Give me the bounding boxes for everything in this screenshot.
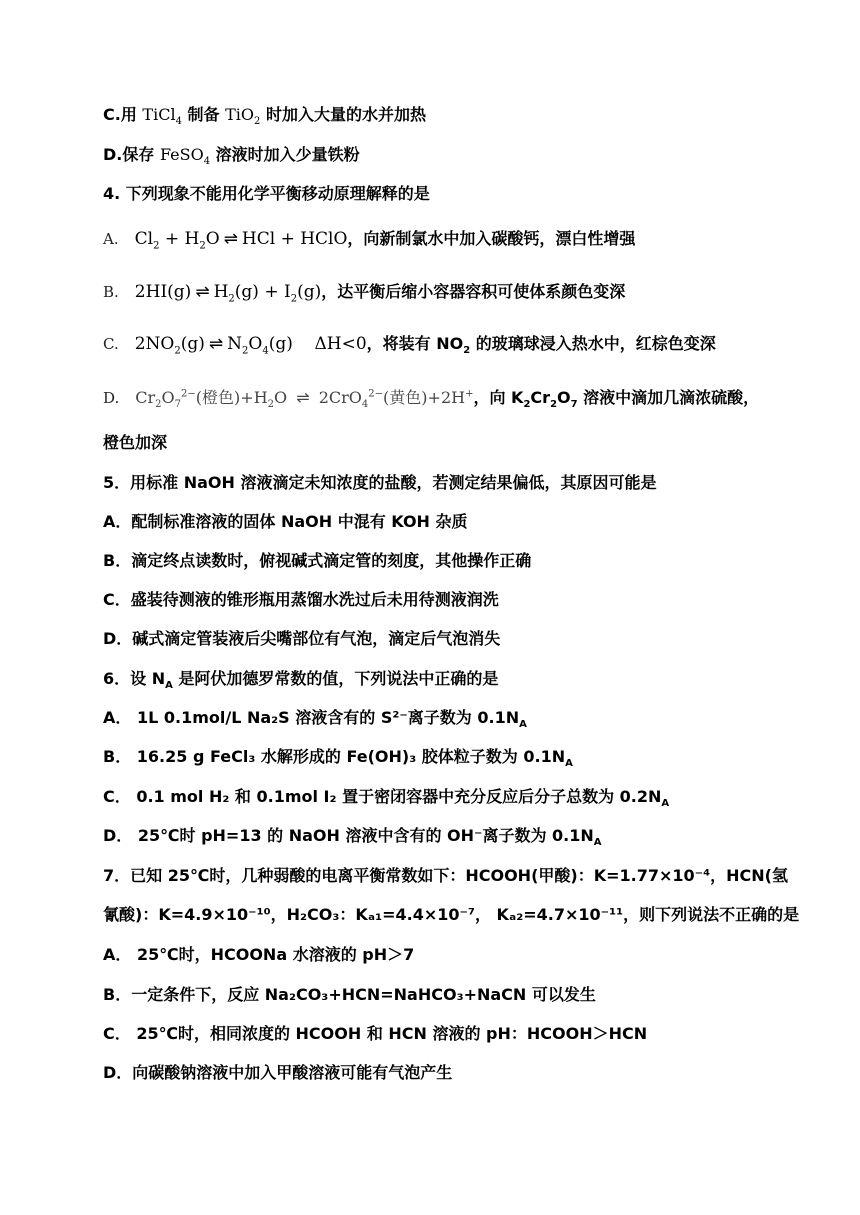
equation: 2HI(g) ⇌ $H_2(g) + I_2(g)$ <box>134 282 322 305</box>
delta-h: ΔH<0 <box>314 334 367 354</box>
equation: $Cr_2O_7^{2-}$(橙色)$+H_2O$ ⇌ 2CrO$_4^{2-}$(黄色)+2H+ <box>135 388 474 411</box>
question-5-stem: 5．用标准 NaOH 溶液滴定未知浓度的盐酸，若测定结果偏低，其原因可能是 <box>103 473 657 492</box>
equation: $2NO_2(g)$ ⇌ $N_2O_4(g)$ ΔH<0 <box>134 334 367 357</box>
text: 溶液中滴加几滴浓硫酸， <box>577 388 760 407</box>
subscript: 2 <box>254 116 261 128</box>
text: 溶液时加入少量铁粉 <box>210 145 360 164</box>
question-6-option-d: D． 25℃时 pH=13 的 NaOH 溶液中含有的 OH⁻离子数为 $0.1N_A$ <box>103 826 602 849</box>
question-4-option-d: D. $Cr_2O_7^{2-}$(橙色)$+H_2O$ ⇌ 2CrO$_4^{2-}$(黄色)+2H+，向 $K_2Cr_2O_7$ 溶液中滴加几滴浓硫酸， <box>103 388 760 411</box>
color-note: (橙色) <box>195 388 241 407</box>
subscript: 4 <box>175 116 182 128</box>
text: 制备 <box>181 105 226 124</box>
formula: TiCl <box>142 105 176 124</box>
text: 是阿伏加德罗常数的值，下列说法中正确的是 <box>172 669 499 688</box>
option-d-feso4 <box>103 145 360 168</box>
option-label: A. <box>103 230 119 248</box>
question-7-option-b: B．一定条件下，反应 Na₂CO₃+HCN=NaHCO₃+NaCN 可以发生 <box>103 985 596 1004</box>
question-4-option-a <box>103 229 636 252</box>
formula: FeSO <box>159 145 204 164</box>
question-4-stem: 4. 下列现象不能用化学平衡移动原理解释的是 <box>103 184 430 203</box>
option-c-ticl4 <box>103 105 426 128</box>
question-7-option-d: D．向碳酸钠溶液中加入甲酸溶液可能有气泡产生 <box>103 1063 453 1082</box>
equation: $Cl_2 + H_2O$ ⇌ HCl + HClO <box>134 229 348 252</box>
question-4-option-d-continued: 橙色加深 <box>103 433 168 452</box>
text: 的玻璃球浸入热水中，红棕色变深 <box>470 334 716 353</box>
question-6-stem <box>103 669 499 692</box>
question-5-option-d: D．碱式滴定管装液后尖嘴部位有气泡，滴定后气泡消失 <box>103 629 501 648</box>
option-label: C. <box>103 335 119 353</box>
question-4-option-c: C. $2NO_2(g)$ ⇌ $N_2O_4(g)$ ΔH<0，将装有 $NO_2$ 的玻璃球浸入热水中，红棕色变深 <box>103 334 716 357</box>
text: ，向新制氯水中加入碳酸钙，漂白性增强 <box>347 229 636 248</box>
option-label: B. <box>103 283 119 301</box>
text: ，将装有 <box>366 334 437 353</box>
option-label: D. <box>103 389 120 407</box>
question-5-option-c: C．盛装待测液的锥形瓶用蒸馏水洗过后未用待测液润洗 <box>103 590 499 609</box>
text: ，向 <box>473 388 512 407</box>
text: ，达平衡后缩小容器容积可使体系颜色变深 <box>321 282 626 301</box>
text: 时加入大量的水并加热 <box>260 105 426 124</box>
color-note: (黄色) <box>383 388 428 407</box>
subscript: A <box>165 680 173 692</box>
text: C.用 <box>103 105 143 124</box>
question-6-option-a: A． 1L 0.1mol/L Na₂S 溶液含有的 S²⁻离子数为 $0.1N_A$ <box>103 708 527 731</box>
question-6-option-c: C． 0.1 mol H₂ 和 0.1mol I₂ 置于密闭容器中充分反应后分子总数为 $0.2N_A$ <box>103 787 670 810</box>
question-6-option-b: B． 16.25 g FeCl₃ 水解形成的 Fe(OH)₃ 胶体粒子数为 $0.1N_A$ <box>103 747 573 770</box>
text: 6．设 N <box>103 669 166 688</box>
question-7-option-a: A． 25℃时，HCOONa 水溶液的 pH＞7 <box>103 945 415 964</box>
text: D.保存 <box>103 145 160 164</box>
subscript: 4 <box>203 156 211 168</box>
question-7-stem-line-1: 7．已知 25℃时，几种弱酸的电离平衡常数如下：HCOOH(甲酸)：K=1.77×10⁻⁴，HCN(氢 <box>103 866 788 885</box>
question-5-option-a: A．配制标准溶液的固体 NaOH 中混有 KOH 杂质 <box>103 512 468 531</box>
question-5-option-b: B．滴定终点读数时，俯视碱式滴定管的刻度，其他操作正确 <box>103 551 532 570</box>
question-4-option-b <box>103 282 626 305</box>
question-7-option-c: C． 25℃时，相同浓度的 HCOOH 和 HCN 溶液的 pH：HCOOH＞HCN <box>103 1024 648 1043</box>
question-7-stem-line-2: 氰酸)：K=4.9×10⁻¹⁰，H₂CO₃：Kₐ₁=4.4×10⁻⁷， Kₐ₂=4.7×10⁻¹¹，则下列说法不正确的是 <box>103 905 800 924</box>
formula: TiO <box>225 105 254 124</box>
